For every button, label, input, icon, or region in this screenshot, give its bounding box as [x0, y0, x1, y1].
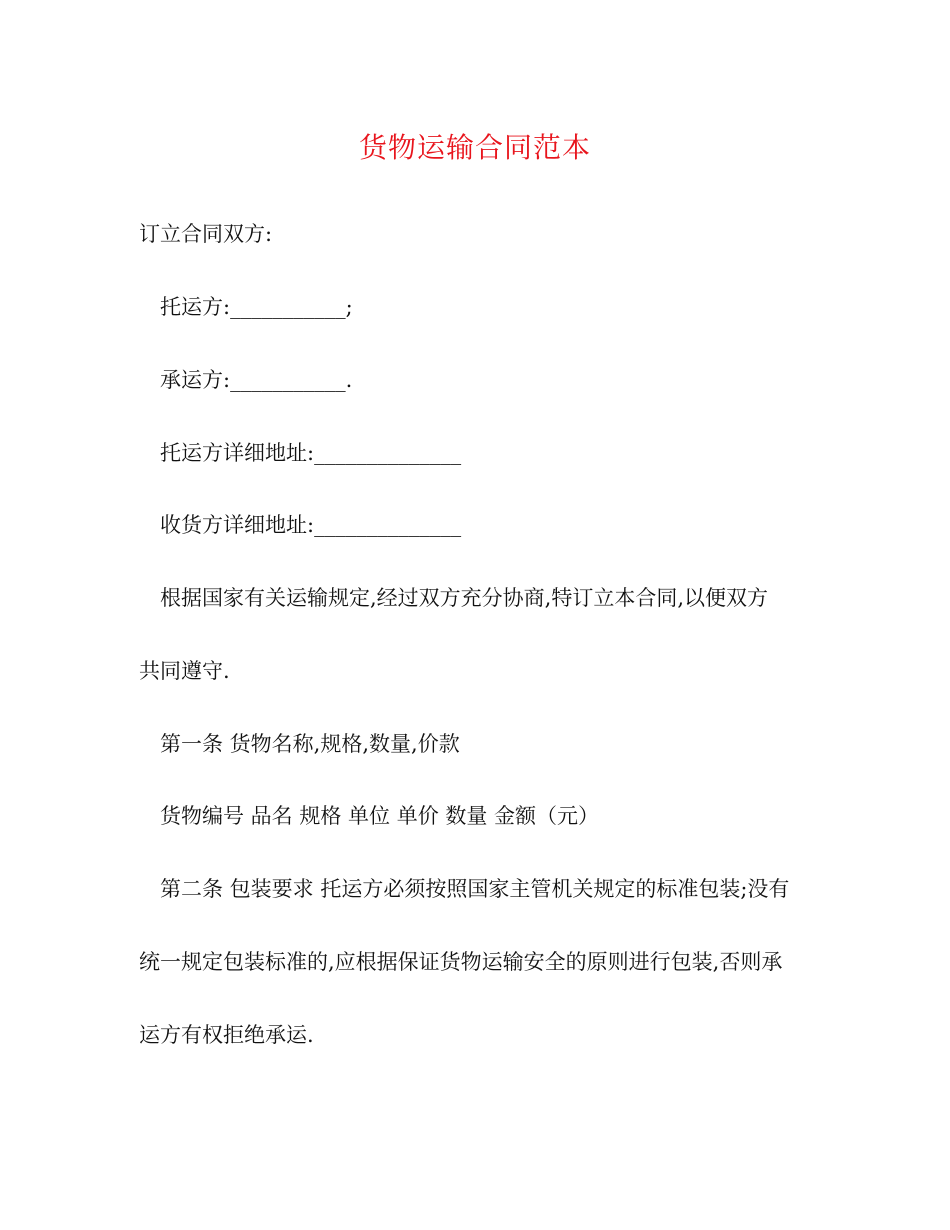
article-2-line-3: 运方有权拒绝承运.	[139, 1023, 314, 1047]
contract-parties-heading: 订立合同双方:	[139, 222, 273, 246]
goods-table-header: 货物编号 品名 规格 单位 单价 数量 金额（元）	[160, 804, 600, 828]
carrier-field: 承运方:___________.	[160, 368, 353, 392]
document-title: 货物运输合同范本	[358, 131, 591, 164]
shipper-field: 托运方:___________;	[160, 295, 353, 319]
article-2-line-1: 第二条 包装要求 托运方必须按照国家主管机关规定的标准包装;没有	[160, 877, 790, 901]
shipper-address-field: 托运方详细地址:______________	[160, 441, 462, 465]
consignee-address-field: 收货方详细地址:______________	[160, 513, 462, 537]
article-2-line-2: 统一规定包装标准的,应根据保证货物运输安全的原则进行包装,否则承	[139, 950, 783, 974]
article-1-heading: 第一条 货物名称,规格,数量,价款	[160, 732, 460, 756]
preamble-line-1: 根据国家有关运输规定,经过双方充分协商,特订立本合同,以便双方	[160, 586, 769, 610]
preamble-line-2: 共同遵守.	[139, 659, 230, 683]
